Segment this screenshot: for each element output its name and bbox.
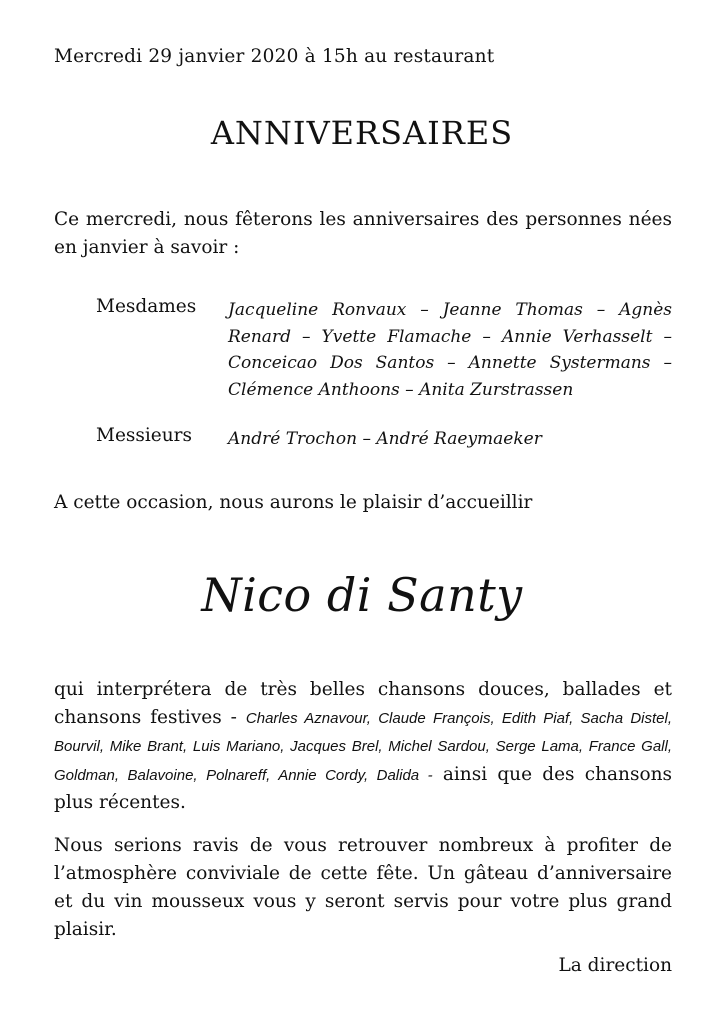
repertoire-lead: qui interprétera de très belles chansons douces, ballades et chansons festives - bbox=[54, 679, 672, 728]
messieurs-label: Messieurs bbox=[96, 425, 192, 446]
mesdames-names: Jacqueline Ronvaux – Jeanne Thomas – Agnès Renard – Yvette Flamache – Annie Verhasselt – Conceicao Dos Santos – Annette Systermans – Clémence Anthoons – Anita Zurstrassen bbox=[228, 300, 672, 400]
event-dateline: Mercredi 29 janvier 2020 à 15h au restaurant bbox=[54, 46, 495, 67]
signature: La direction bbox=[558, 955, 672, 976]
mesdames-label: Mesdames bbox=[96, 296, 197, 317]
repertoire-paragraph bbox=[54, 676, 672, 817]
intro-paragraph: Ce mercredi, nous fêterons les anniversaires des personnes nées en janvier à savoir : bbox=[54, 209, 672, 258]
repertoire-artists-list: Charles Aznavour, Claude François, Edith Piaf, Sacha Distel, Bourvil, Mike Brant, Luis Mariano, Jacques Brel, Michel Sardou, Serge Lama, France Gall, Goldman, Balavoine, Polnareff, Annie Cordy, Dalida - bbox=[54, 709, 672, 784]
repertoire-tail: ainsi que des chansons plus récentes. bbox=[54, 763, 673, 813]
page-title: ANNIVERSAIRES bbox=[210, 114, 514, 152]
messieurs-names: André Trochon – André Raeymaeker bbox=[228, 429, 542, 449]
occasion-line: A cette occasion, nous aurons le plaisir d’accueillir bbox=[54, 492, 533, 513]
artist-name: Nico di Santy bbox=[201, 568, 523, 622]
closing-paragraph: Nous serions ravis de vous retrouver nombreux à profiter de l’atmosphère conviviale de cette fête. Un gâteau d’anniversaire et du vin mousseux vous y seront servis pour votre plus grand plaisir. bbox=[54, 835, 672, 940]
